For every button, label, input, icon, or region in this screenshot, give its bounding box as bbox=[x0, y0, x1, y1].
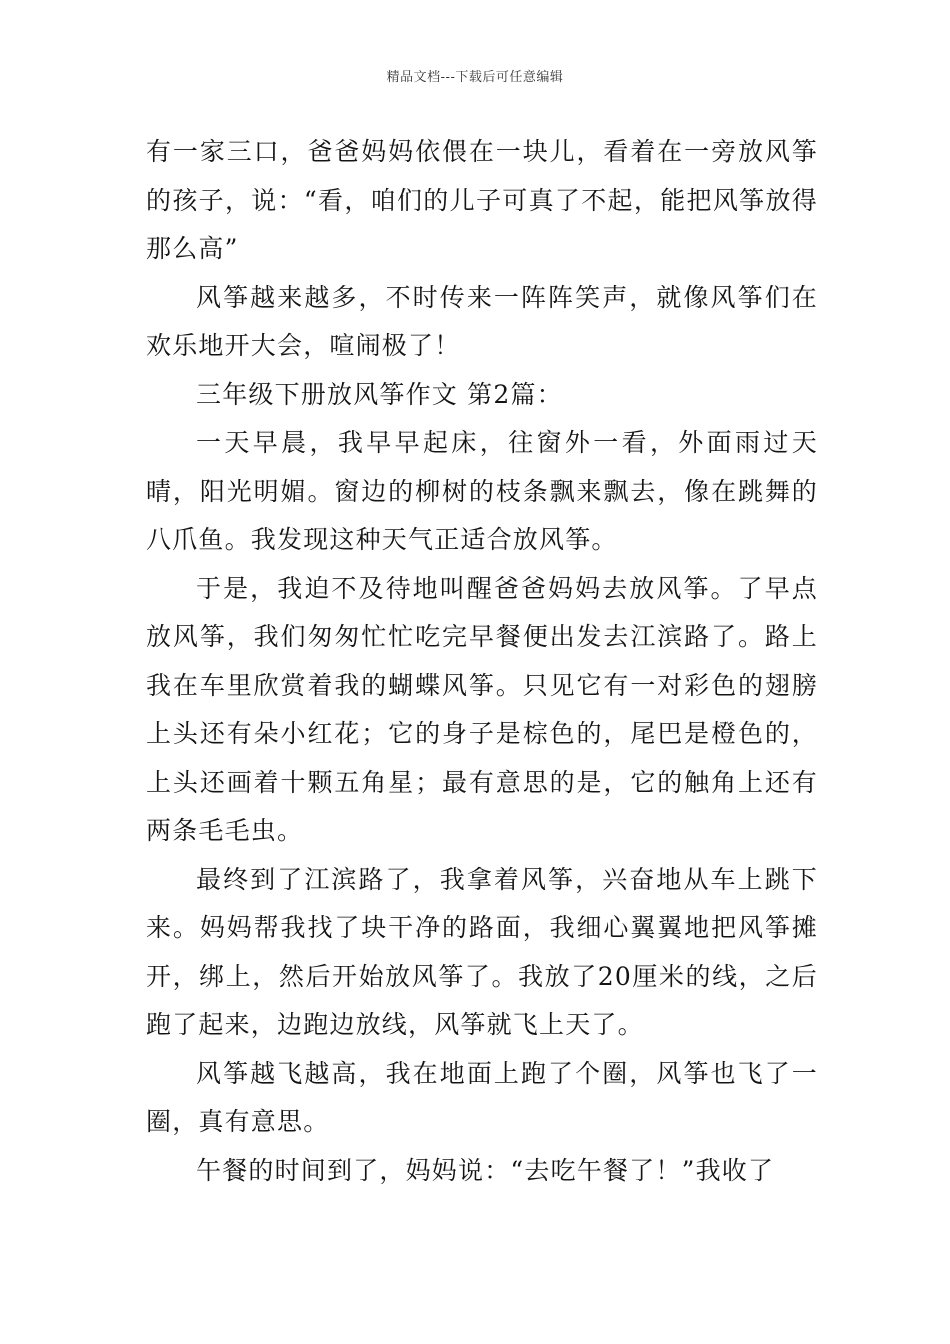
paragraph-5: 最终到了江滨路了，我拿着风筝，兴奋地从车上跳下来。妈妈帮我找了块干净的路面，我细心翼翼地把风筝摊开，绑上，然后开始放风筝了。我放了20厘米的线，之后跑了起来，边跑边放线，风筝就飞上天了。 bbox=[146, 864, 818, 1039]
document-body bbox=[146, 128, 818, 1195]
paragraph-7: 午餐的时间到了，妈妈说：“去吃午餐了！”我收了 bbox=[196, 1155, 775, 1185]
page-header: 精品文档---下载后可任意编辑 bbox=[386, 70, 564, 85]
paragraph-1: 有一家三口，爸爸妈妈依偎在一块儿，看着在一旁放风筝的孩子，说：“看，咱们的儿子可真了不起，能把风筝放得那么高” bbox=[146, 137, 818, 263]
paragraph-6: 风筝越飞越高，我在地面上跑了个圈，风筝也飞了一圈，真有意思。 bbox=[146, 1058, 818, 1136]
section-title: 三年级下册放风筝作文 第2篇： bbox=[196, 379, 563, 409]
paragraph-4: 于是，我迫不及待地叫醒爸爸妈妈去放风筝。了早点放风筝，我们匆匆忙忙吃完早餐便出发去江滨路了。路上我在车里欣赏着我的蝴蝶风筝。只见它有一对彩色的翅膀上头还有朵小红花；它的身子是棕色的，尾巴是橙色的，上头还画着十颗五角星；最有意思的是，它的触角上还有两条毛毛虫。 bbox=[146, 573, 818, 845]
paragraph-2: 风筝越来越多，不时传来一阵阵笑声，就像风筝们在欢乐地开大会，喧闹极了！ bbox=[146, 282, 818, 360]
paragraph-3: 一天早晨，我早早起床，往窗外一看，外面雨过天晴，阳光明媚。窗边的柳树的枝条飘来飘去，像在跳舞的八爪鱼。我发现这种天气正适合放风筝。 bbox=[146, 428, 818, 554]
